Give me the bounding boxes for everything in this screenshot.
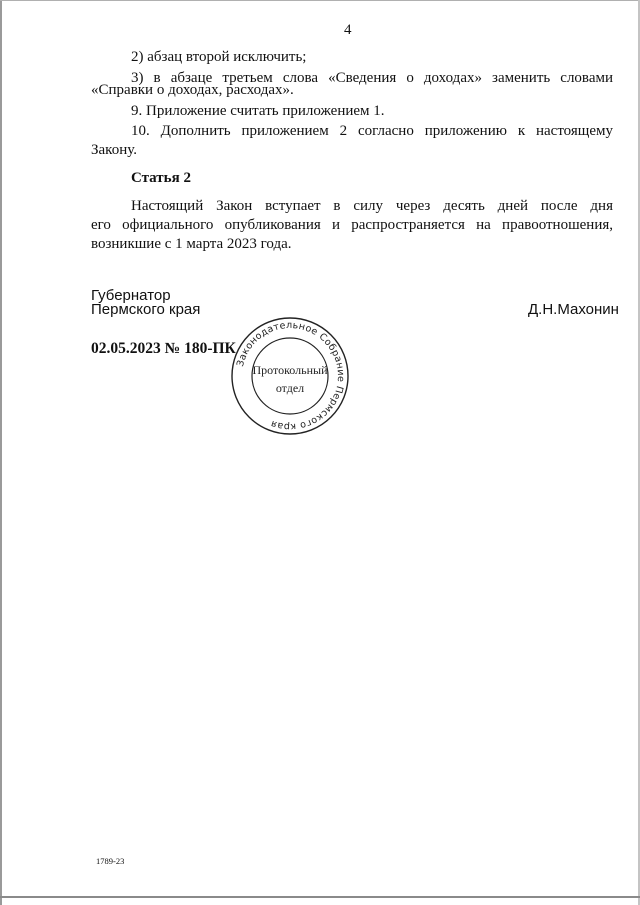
scan-edge-left: [0, 0, 2, 905]
stamp-center-line-1: Протокольный: [252, 363, 328, 377]
seal-stamp: [225, 316, 355, 436]
signatory-title: Губернатор: [91, 287, 171, 304]
item-2-text: 2) абзац второй исключить;: [131, 49, 307, 65]
page-number: 4: [344, 22, 352, 38]
article-line-3: возникшие с 1 марта 2023 года.: [91, 236, 292, 252]
item-9-text: 9. Приложение считать приложением 1.: [131, 103, 385, 119]
article-line-1: Настоящий Закон вступает в силу через десять дней после дня: [131, 198, 613, 214]
stamp-ring-text: Законодательное Собрание Пермского края: [234, 319, 347, 433]
article-title: Статья 2: [131, 170, 191, 186]
scan-edge-top: [0, 0, 640, 1]
footer-document-code: 1789-23: [96, 856, 125, 866]
item-10-line-2: Закону.: [91, 142, 137, 158]
item-3-line-1: 3) в абзаце третьем слова «Сведения о доходах» заменить словами: [131, 70, 613, 86]
item-3-line-2: «Справки о доходах, расходах».: [91, 82, 294, 98]
article-line-2: его официального опубликования и распространяется на правоотношения,: [91, 217, 613, 233]
signatory-name: Д.Н.Махонин: [528, 301, 619, 318]
item-10-line-1: 10. Дополнить приложением 2 согласно приложению к настоящему: [131, 123, 613, 139]
signatory-region: Пермского края: [91, 301, 201, 318]
registration-date-number: 02.05.2023 № 180-ПК: [91, 340, 236, 357]
scan-edge-bottom: [0, 896, 640, 898]
stamp-center-line-2: отдел: [275, 381, 305, 395]
